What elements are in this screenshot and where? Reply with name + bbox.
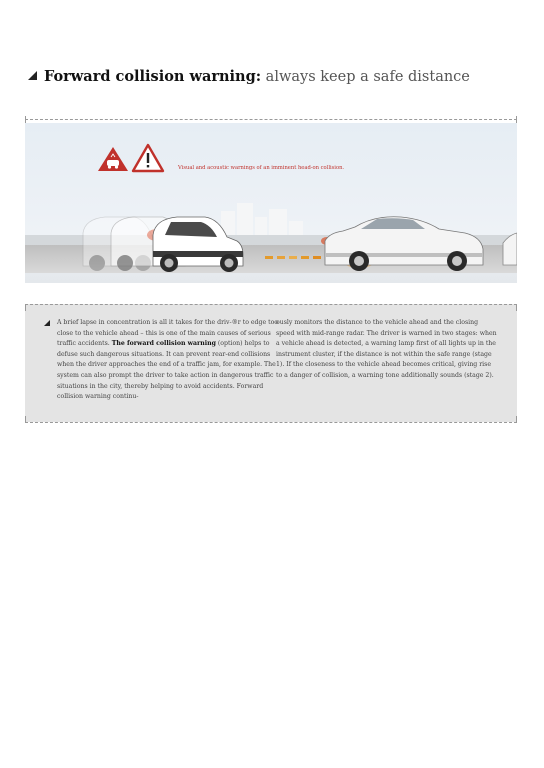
body-column-1 (57, 318, 279, 403)
col1-text-b: (option) helps to defuse such dangerous situations. It can prevent rear-end collisions when the driver approaches the end of a traffic jam, for example. The system can also prompt the driver to take action in dangerous traffic situations in the city, thereby helping to avoid accidents. Forward collision warning continu- (57, 340, 276, 401)
section-heading (28, 68, 470, 85)
heading-light: always keep a safe distance (261, 69, 470, 85)
divider-tick (25, 116, 26, 123)
bullet-triangle-icon (44, 320, 50, 326)
divider-top (25, 119, 517, 120)
collision-illustration (25, 123, 517, 283)
panel-corner (516, 416, 517, 423)
col1-bold: The forward collision warning (111, 340, 216, 348)
illustration-caption: Visual and acoustic warnings of an imminent head-on collision. (178, 165, 345, 171)
panel-corner (25, 304, 26, 311)
body-column-2: ously monitors the distance to the vehicle ahead and the closing speed with mid-range radar. The driver is warned in two stages: when a vehicle ahead is detected, a warning lamp first of all lights up in the instrument cluster, if the distance is not within the safe range (stage 1). If the closeness to the vehicle ahead becomes critical, giving rise to a danger of collision, a warning tone additionally sounds (stage 2). (276, 319, 497, 379)
heading-bold: Forward collision warning: (44, 68, 262, 85)
panel-corner (25, 416, 26, 423)
panel-corner (516, 304, 517, 311)
divider-tick (516, 116, 517, 123)
col1-text-a: A brief lapse in concentration is all it takes for the driv-®r to edge too close to the vehicle ahead – this is one of the main causes of serious traffic accidents. (57, 319, 279, 348)
heading-triangle-icon (28, 71, 37, 80)
panel-border-top (25, 304, 517, 305)
panel-border-bottom (25, 422, 517, 423)
